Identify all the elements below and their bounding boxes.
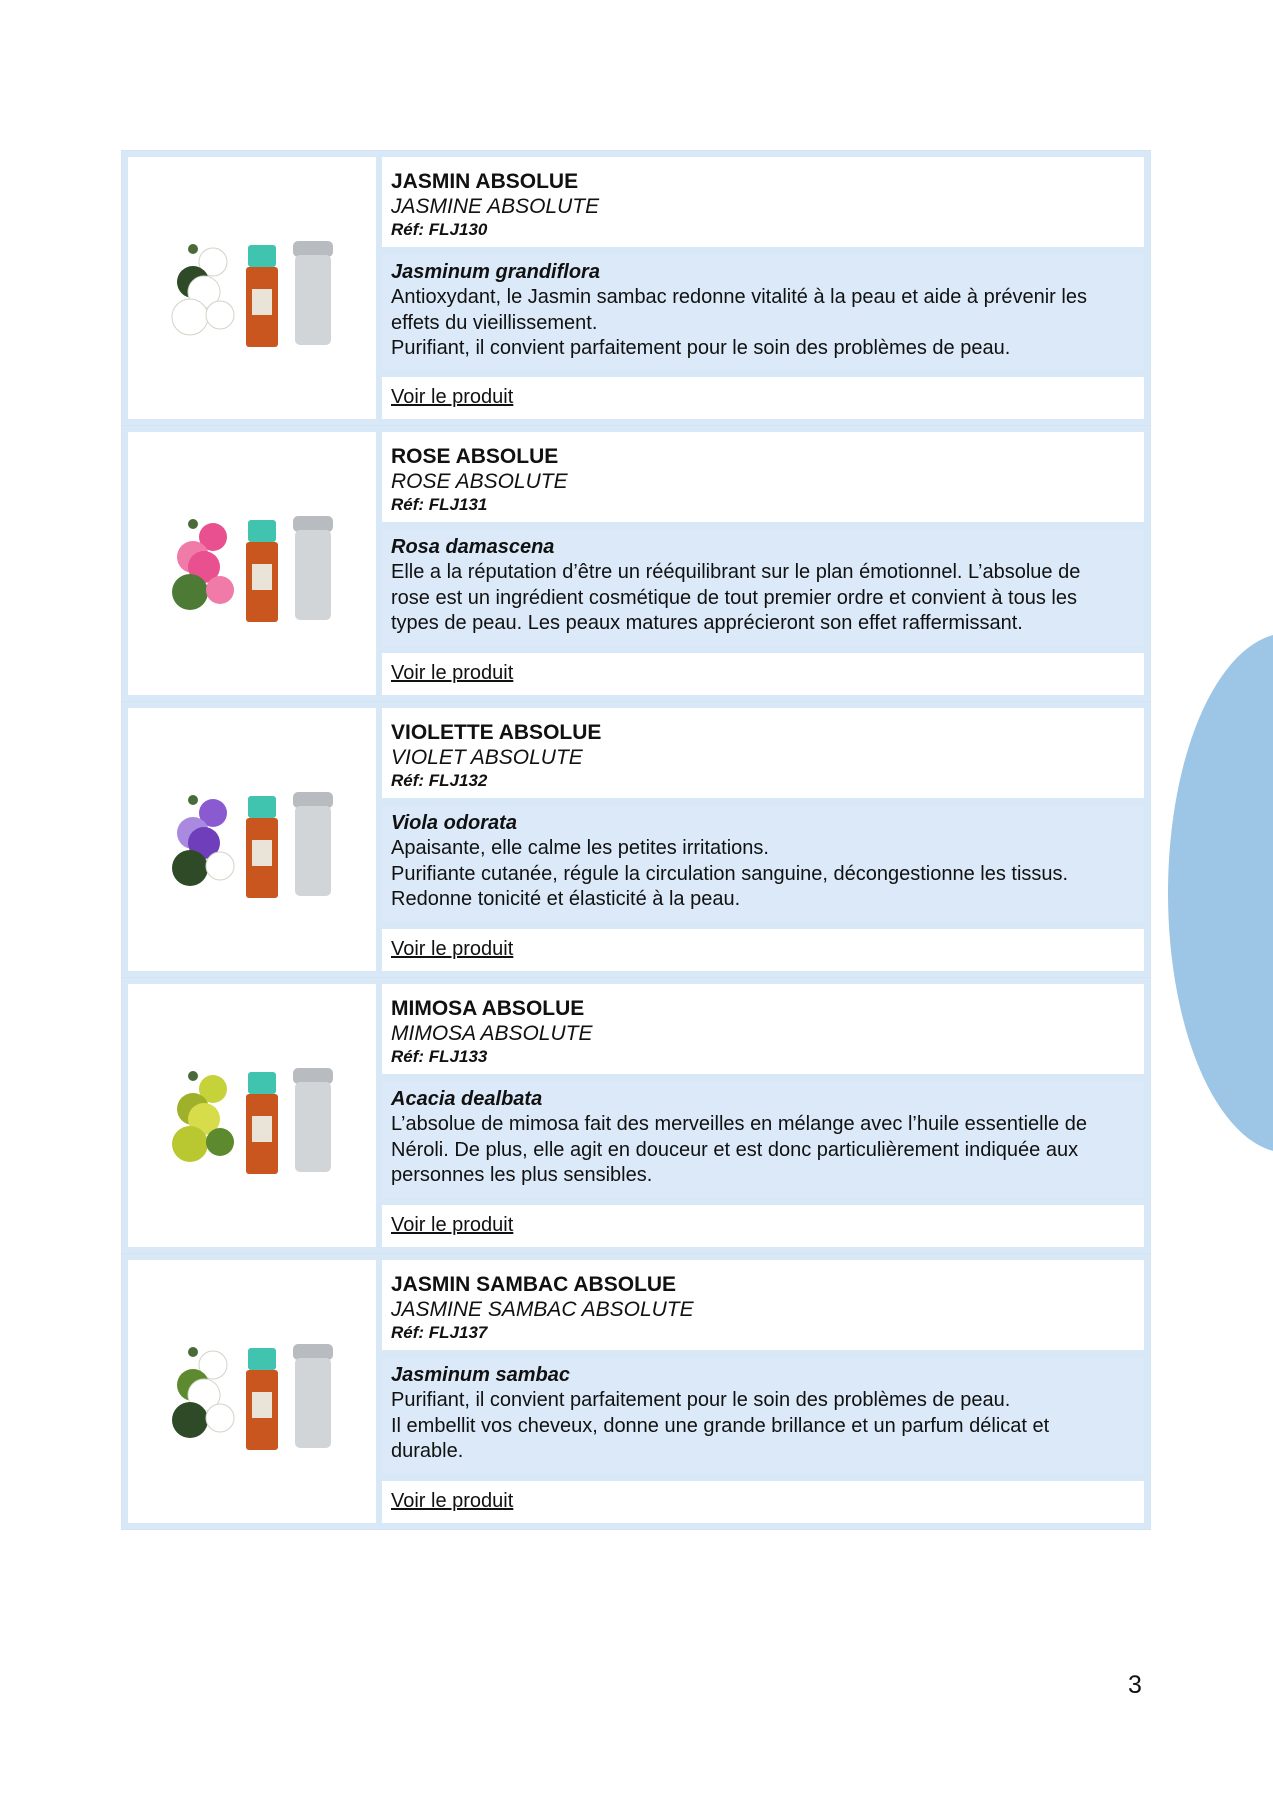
product-info [382,157,1144,419]
latin-name: Jasminum sambac [391,1364,570,1386]
description-line: rose est un ingrédient cosmétique de tout premier ordre et convient à tous les [391,586,1077,609]
product-description-block [382,255,1144,369]
product-row [121,978,1151,1254]
product-name-en: ROSE ABSOLUTE [391,470,568,493]
latin-name: Viola odorata [391,812,517,834]
product-ref: Réf: FLJ137 [391,1323,488,1342]
description-line: Purifiante cutanée, régule la circulation sanguine, décongestionne les tissus. [391,862,1069,885]
product-row [121,150,1151,426]
product-image-cell [128,157,376,419]
flower-icon [172,1071,234,1162]
product-ref: Réf: FLJ133 [391,1047,488,1066]
product-row [121,426,1151,702]
tin-icon [293,516,333,620]
tin-icon [293,792,333,896]
product-description-block [382,530,1144,645]
page-number: 3 [1128,1671,1142,1699]
product-row [121,1254,1151,1530]
description-line: Antioxydant, le Jasmin sambac redonne vitalité à la peau et aide à prévenir les [391,286,1087,308]
product-name-en: JASMINE ABSOLUTE [391,195,600,218]
product-name-en: MIMOSA ABSOLUTE [391,1022,593,1045]
description-line: Redonne tonicité et élasticité à la peau. [391,888,741,910]
flower-icon [172,1347,234,1438]
product-image-cell [128,708,376,971]
latin-name: Jasminum grandiflora [391,261,600,283]
product-title-block [382,432,1144,522]
flower-icon [172,519,234,610]
bottle-icon [246,1348,278,1450]
bottle-icon [246,1072,278,1174]
violet-product-image [168,788,338,908]
tin-icon [293,241,333,345]
product-link-block [382,653,1144,695]
product-title-block [382,708,1144,798]
product-description-block [382,1082,1144,1197]
flower-icon [172,795,234,886]
bottle-icon [246,245,278,347]
description-line: durable. [391,1440,464,1462]
product-name-en: VIOLET ABSOLUTE [391,746,583,769]
jasmine-product-image [168,237,338,357]
description-line: Elle a la réputation d’être un rééquilibrant sur le plan émotionnel. L’absolue de [391,561,1081,583]
product-ref: Réf: FLJ132 [391,771,488,790]
product-name-fr: JASMIN ABSOLUE [391,170,579,193]
bottle-icon [246,796,278,898]
product-info [382,708,1144,971]
description-line: Néroli. De plus, elle agit en douceur et est donc particulièrement indiquée aux [391,1138,1079,1161]
product-info [382,432,1144,695]
product-name-fr: ROSE ABSOLUE [391,445,559,468]
mimosa-product-image [168,1064,338,1184]
product-description-block [382,806,1144,921]
description-line: Purifiant, il convient parfaitement pour le soin des problèmes de peau. [391,1389,1011,1411]
product-image-cell [128,984,376,1247]
latin-name: Rosa damascena [391,536,555,558]
product-name-en: JASMINE SAMBAC ABSOLUTE [391,1298,694,1321]
product-name-fr: MIMOSA ABSOLUE [391,997,585,1020]
product-description-block [382,1358,1144,1473]
description-line: L’absolue de mimosa fait des merveilles en mélange avec l’huile essentielle de [391,1113,1087,1135]
view-product-link[interactable]: Voir le produit [391,386,514,408]
latin-name: Acacia dealbata [391,1088,543,1110]
product-ref: Réf: FLJ130 [391,220,488,239]
description-line: Apaisante, elle calme les petites irritations. [391,837,769,859]
product-ref: Réf: FLJ131 [391,495,488,514]
view-product-link[interactable]: Voir le produit [391,1214,514,1236]
product-title-block [382,157,1144,247]
product-link-block [382,1481,1144,1523]
description-line: types de peau. Les peaux matures apprécieront son effet raffermissant. [391,612,1023,634]
product-info [382,984,1144,1247]
tin-icon [293,1344,333,1448]
view-product-link[interactable]: Voir le produit [391,662,514,684]
product-link-block [382,377,1144,419]
flower-icon [172,244,234,335]
description-line: Purifiant, il convient parfaitement pour le soin des problèmes de peau. [391,337,1011,359]
tin-icon [293,1068,333,1172]
product-title-block [382,1260,1144,1350]
jasmine-sambac-product-image [168,1340,338,1460]
description-line: effets du vieillissement. [391,311,598,334]
product-name-fr: VIOLETTE ABSOLUE [391,721,602,744]
rose-product-image [168,512,338,632]
view-product-link[interactable]: Voir le produit [391,938,514,960]
product-info [382,1260,1144,1523]
bottle-icon [246,520,278,622]
product-name-fr: JASMIN SAMBAC ABSOLUE [391,1273,677,1296]
product-image-cell [128,1260,376,1523]
description-line: personnes les plus sensibles. [391,1164,653,1186]
product-link-block [382,1205,1144,1247]
product-row [121,702,1151,978]
product-title-block [382,984,1144,1074]
product-link-block [382,929,1144,971]
description-line: Il embellit vos cheveux, donne une grande brillance et un parfum délicat et [391,1414,1050,1437]
product-list [121,150,1151,1530]
view-product-link[interactable]: Voir le produit [391,1490,514,1512]
product-image-cell [128,432,376,695]
side-tab-decoration [1168,633,1273,1153]
